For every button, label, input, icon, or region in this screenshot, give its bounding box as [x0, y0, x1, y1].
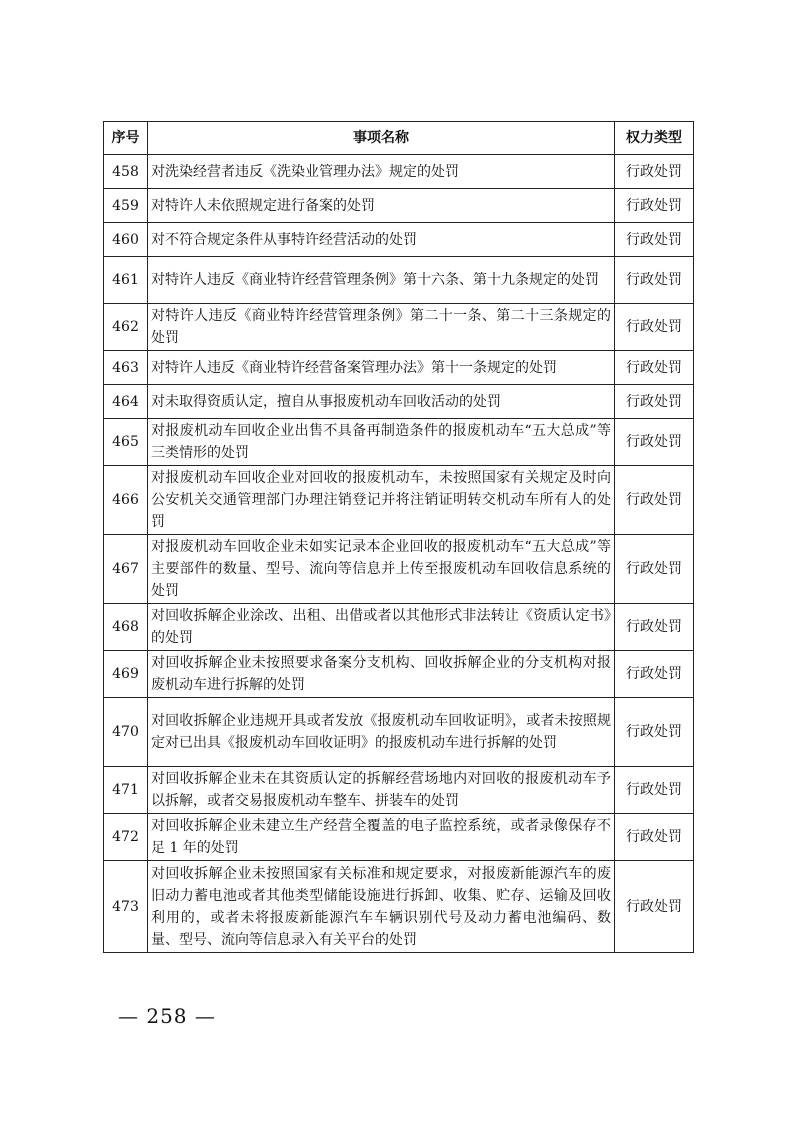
- row-item-name: 对特许人违反《商业特许经营管理条例》第二十一条、第二十三条规定的处罚: [148, 304, 615, 351]
- row-item-name: 对回收拆解企业未建立生产经营全覆盖的电子监控系统，或者录像保存不足 1 年的处罚: [148, 814, 615, 861]
- row-index: 460: [104, 223, 148, 257]
- table-row: [104, 223, 694, 257]
- row-item-name: 对回收拆解企业违规开具或者发放《报废机动车回收证明》，或者未按照规定对已出具《报废机动车回收证明》的报废机动车进行拆解的处罚: [148, 698, 615, 767]
- table-row: [104, 351, 694, 385]
- row-item-name: 对回收拆解企业涂改、出租、出借或者以其他形式非法转让《资质认定书》的处罚: [148, 604, 615, 651]
- row-power-type: 行政处罚: [615, 814, 694, 861]
- header-power-type: 权力类型: [615, 122, 694, 155]
- row-item-name: 对未取得资质认定，擅自从事报废机动车回收活动的处罚: [148, 385, 615, 419]
- row-item-name: 对洗染经营者违反《洗染业管理办法》规定的处罚: [148, 155, 615, 189]
- row-power-type: 行政处罚: [615, 257, 694, 304]
- row-item-name: 对特许人违反《商业特许经营管理条例》第十六条、第十九条规定的处罚: [148, 257, 615, 304]
- row-item-name: 对不符合规定条件从事特许经营活动的处罚: [148, 223, 615, 257]
- row-index: 463: [104, 351, 148, 385]
- row-item-name: 对报废机动车回收企业出售不具备再制造条件的报废机动车“五大总成”等三类情形的处罚: [148, 419, 615, 466]
- row-item-name: 对回收拆解企业未按照国家有关标准和规定要求，对报废新能源汽车的废旧动力蓄电池或者其他类型储能设施进行拆卸、收集、贮存、运输及回收利用的，或者未将报废新能源汽车车辆识别代号及动力蓄电池编码、数量、型号、流向等信息录入有关平台的处罚: [148, 861, 615, 953]
- row-power-type: 行政处罚: [615, 535, 694, 604]
- table-row: [104, 466, 694, 535]
- row-power-type: 行政处罚: [615, 189, 694, 223]
- table-row: [104, 304, 694, 351]
- row-index: 470: [104, 698, 148, 767]
- table-row: [104, 419, 694, 466]
- row-index: 465: [104, 419, 148, 466]
- table-row: [104, 189, 694, 223]
- powers-table: [103, 121, 694, 953]
- row-power-type: 行政处罚: [615, 351, 694, 385]
- row-power-type: 行政处罚: [615, 466, 694, 535]
- table-row: [104, 767, 694, 814]
- table-row: [104, 385, 694, 419]
- row-index: 472: [104, 814, 148, 861]
- row-power-type: 行政处罚: [615, 651, 694, 698]
- row-index: 469: [104, 651, 148, 698]
- table-row: [104, 861, 694, 953]
- table-row: [104, 604, 694, 651]
- row-item-name: 对特许人违反《商业特许经营备案管理办法》第十一条规定的处罚: [148, 351, 615, 385]
- row-power-type: 行政处罚: [615, 223, 694, 257]
- header-index: 序号: [104, 122, 148, 155]
- row-power-type: 行政处罚: [615, 155, 694, 189]
- row-index: 471: [104, 767, 148, 814]
- row-power-type: 行政处罚: [615, 698, 694, 767]
- table-row: [104, 155, 694, 189]
- row-item-name: 对报废机动车回收企业对回收的报废机动车，未按照国家有关规定及时向公安机关交通管理部门办理注销登记并将注销证明转交机动车所有人的处罚: [148, 466, 615, 535]
- header-item-name: 事项名称: [148, 122, 615, 155]
- row-index: 462: [104, 304, 148, 351]
- table-row: [104, 535, 694, 604]
- row-power-type: 行政处罚: [615, 419, 694, 466]
- row-index: 459: [104, 189, 148, 223]
- row-index: 458: [104, 155, 148, 189]
- row-power-type: 行政处罚: [615, 304, 694, 351]
- row-index: 473: [104, 861, 148, 953]
- page-number: — 258 —: [118, 1004, 216, 1028]
- row-item-name: 对特许人未依照规定进行备案的处罚: [148, 189, 615, 223]
- row-index: 467: [104, 535, 148, 604]
- row-power-type: 行政处罚: [615, 767, 694, 814]
- row-index: 461: [104, 257, 148, 304]
- row-index: 468: [104, 604, 148, 651]
- row-power-type: 行政处罚: [615, 385, 694, 419]
- table-row: [104, 651, 694, 698]
- row-index: 464: [104, 385, 148, 419]
- row-item-name: 对回收拆解企业未按照要求备案分支机构、回收拆解企业的分支机构对报废机动车进行拆解的处罚: [148, 651, 615, 698]
- row-power-type: 行政处罚: [615, 604, 694, 651]
- table-row: [104, 698, 694, 767]
- table-row: [104, 814, 694, 861]
- row-item-name: 对回收拆解企业未在其资质认定的拆解经营场地内对回收的报废机动车予以拆解，或者交易报废机动车整车、拼装车的处罚: [148, 767, 615, 814]
- row-item-name: 对报废机动车回收企业未如实记录本企业回收的报废机动车“五大总成”等主要部件的数量、型号、流向等信息并上传至报废机动车回收信息系统的处罚: [148, 535, 615, 604]
- row-index: 466: [104, 466, 148, 535]
- table-row: [104, 257, 694, 304]
- row-power-type: 行政处罚: [615, 861, 694, 953]
- table-header-row: [104, 122, 694, 155]
